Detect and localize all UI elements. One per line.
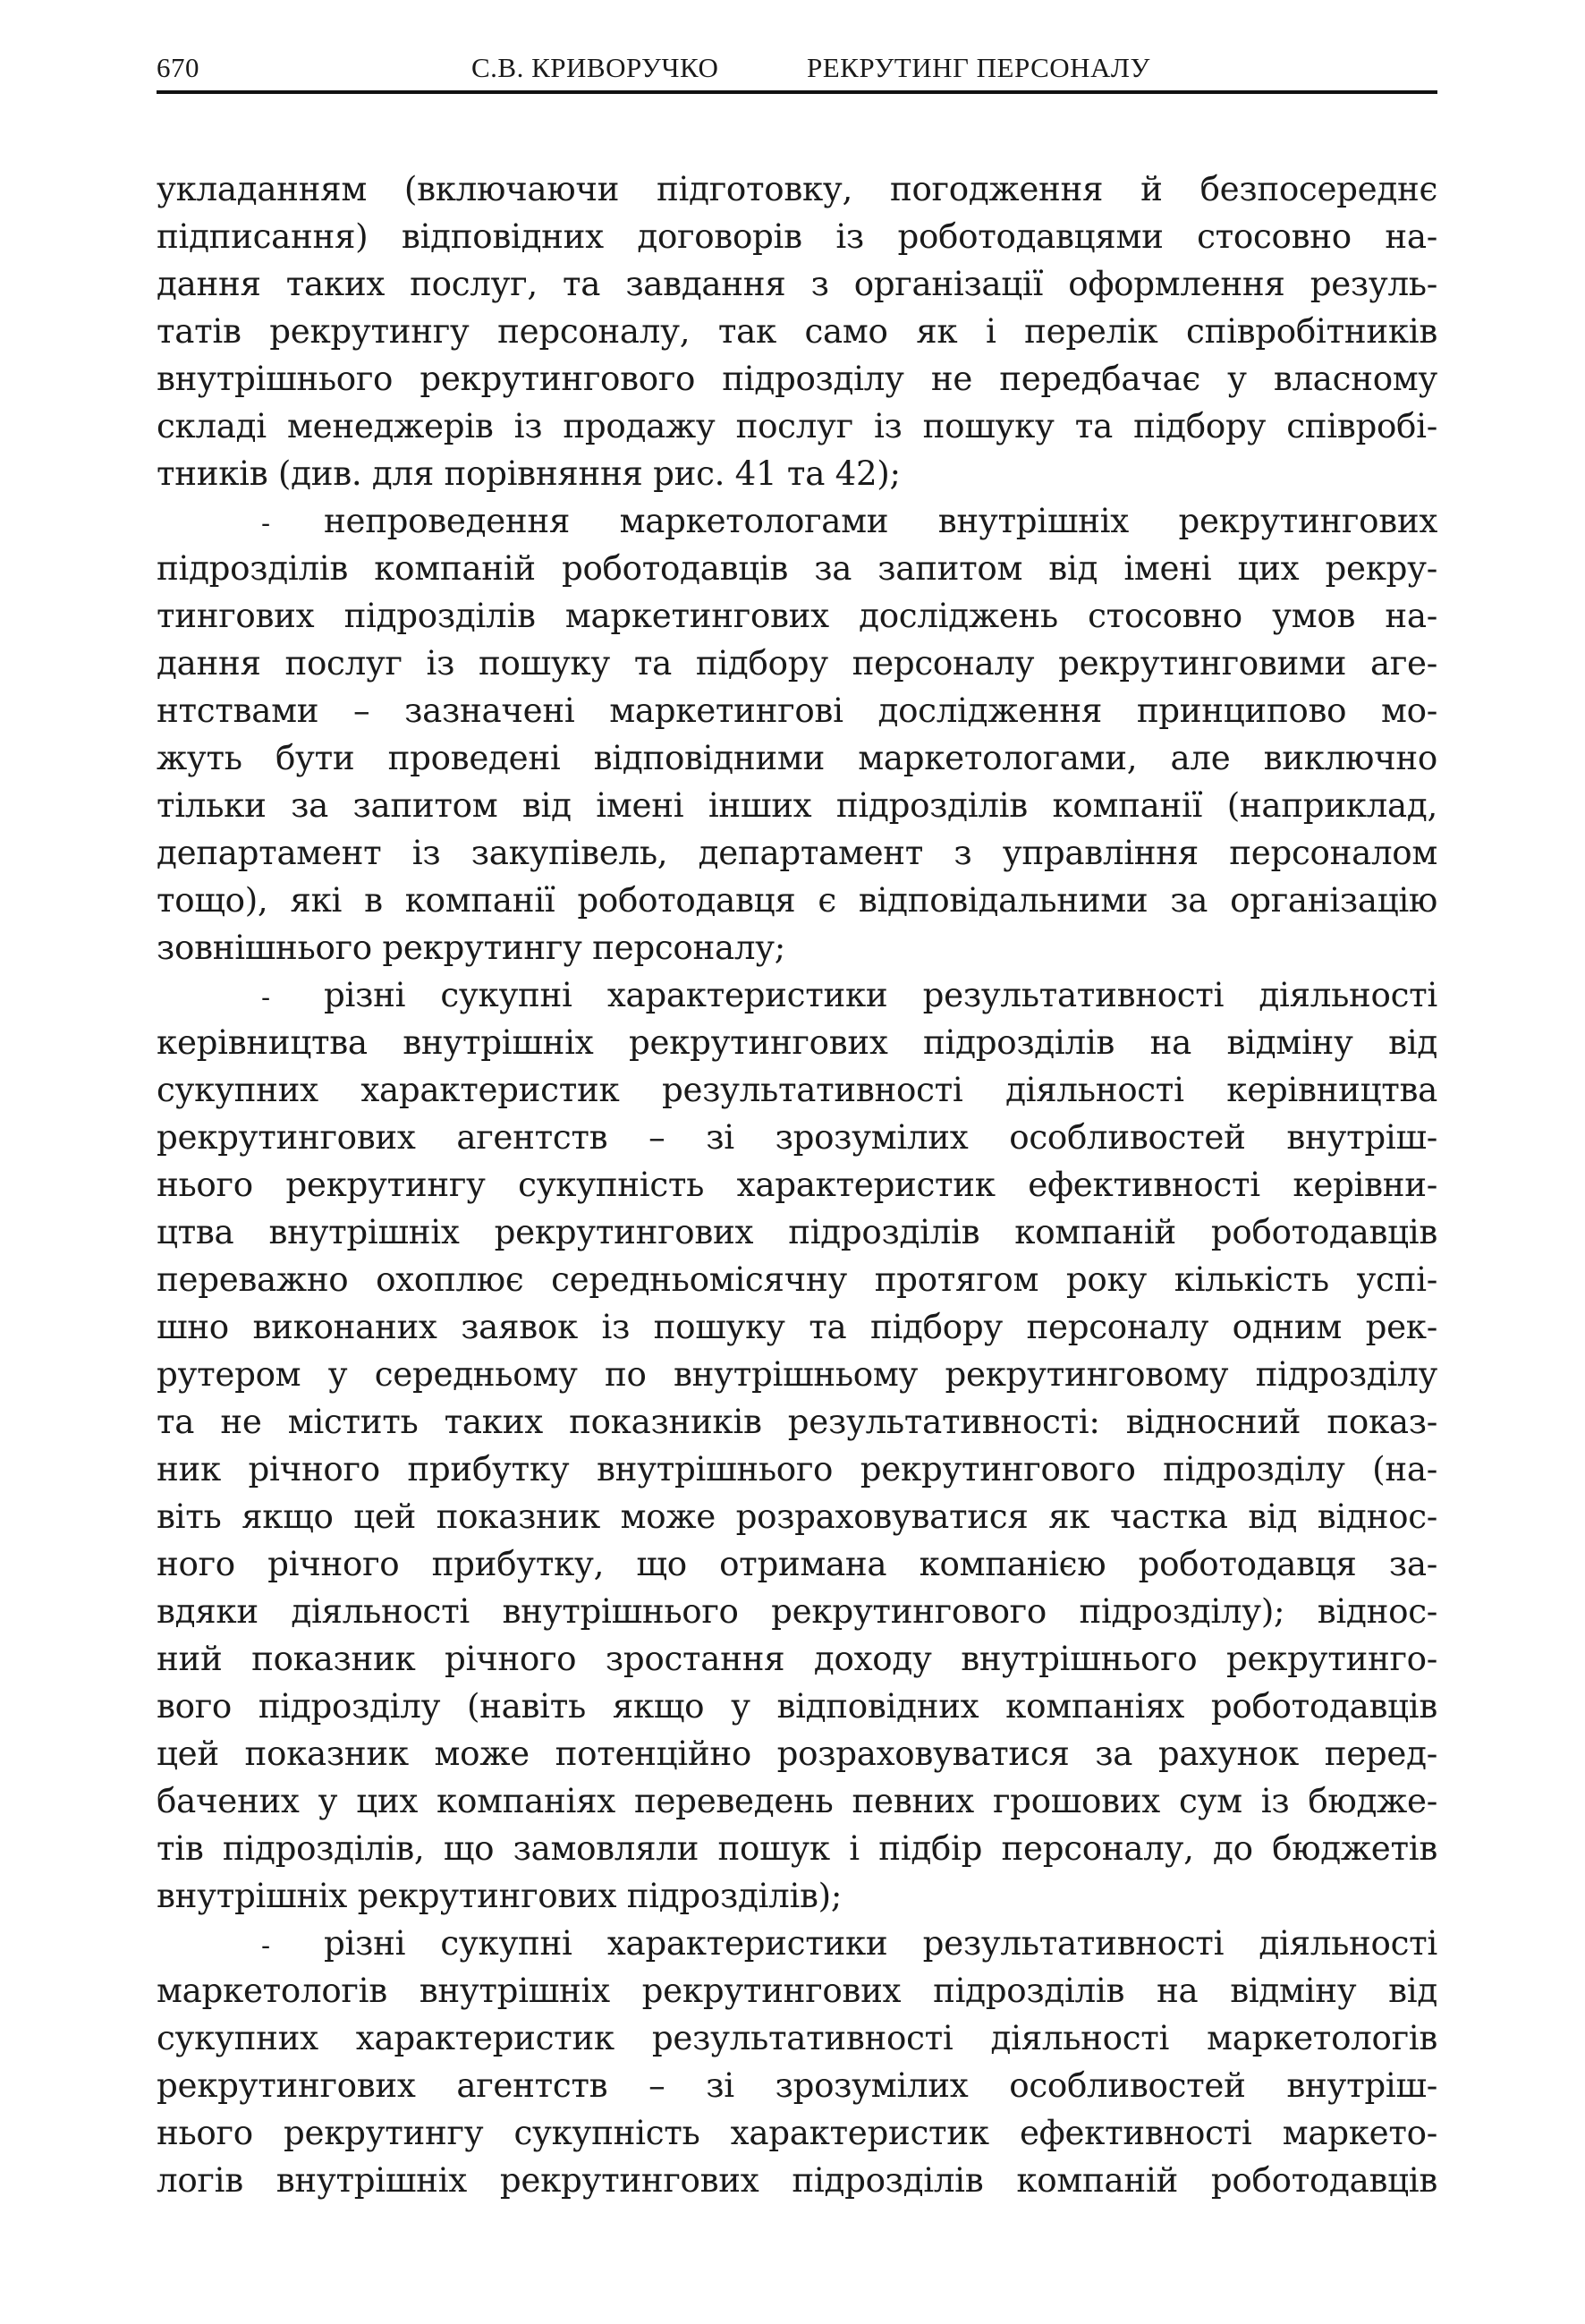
header-rule [157,90,1437,94]
text-line: татів рекрутингу персоналу, так само як і перелік співробітників [157,311,1437,351]
text-line: цей показник може потенційно розраховуватися за рахунок перед- [157,1734,1437,1773]
body-text [157,165,1437,2204]
text-line: переважно охоплює середньомісячну протягом року кількість успі- [157,1260,1437,1299]
text-line: та не містить таких показників результативності: відносний показ- [157,1402,1437,1441]
text-line: вого підрозділу (навіть якщо у відповідних компаніях роботодавців [157,1686,1437,1726]
bullet-dash: - [261,508,270,539]
text-line: шно виконаних заявок із пошуку та підбору персоналу одним рек- [157,1307,1437,1346]
text-line: бачених у цих компаніях переведень певних грошових сум із бюдже- [157,1781,1437,1820]
text-line: ного річного прибутку, що отримана компанією роботодавця за- [157,1544,1437,1583]
text-line: рутером у середньому по внутрішньому рекрутинговому підрозділу [157,1354,1437,1394]
header-book-title: РЕКРУТИНГ ПЕРСОНАЛУ [807,52,1150,83]
text-line: підрозділів компаній роботодавців за запитом від імені цих рекру- [157,548,1437,588]
text-line: керівництва внутрішніх рекрутингових підрозділів на відміну від [157,1022,1437,1062]
text-line: департамент із закупівель, департамент з управління персоналом [157,833,1437,872]
text-line: внутрішнього рекрутингового підрозділу не передбачає у власному [157,359,1437,398]
bullet-text: різні сукупні характеристики результативності діяльності [324,975,1437,1014]
text-line: логів внутрішніх рекрутингових підрозділів компаній роботодавців [157,2160,1437,2200]
text-line: нтствами – зазначені маркетингові дослідження принципово мо- [157,691,1437,730]
text-line: підписання) відповідних договорів із роботодавцями стосовно на- [157,216,1437,256]
text-line: ник річного прибутку внутрішнього рекрутингового підрозділу (на- [157,1449,1437,1489]
text-line: зовнішнього рекрутингу персоналу; [157,928,785,967]
page-number: 670 [157,52,199,83]
text-line: дання таких послуг, та завдання з організації оформлення резуль- [157,264,1437,303]
text-line: рекрутингових агентств – зі зрозумілих особливостей внутріш- [157,2065,1437,2105]
text-line: віть якщо цей показник може розраховуватися як частка від віднос- [157,1497,1437,1536]
bullet-line [157,497,1437,545]
bullet-line [157,1920,1437,1967]
text-line: внутрішніх рекрутингових підрозділів); [157,1876,843,1915]
text-line: тощо), які в компанії роботодавця є відповідальними за організацію [157,880,1437,920]
text-line: нього рекрутингу сукупність характеристик ефективності маркето- [157,2113,1437,2152]
text-line: складі менеджерів із продажу послуг із пошуку та підбору співробі- [157,406,1437,445]
text-line: цтва внутрішніх рекрутингових підрозділів компаній роботодавців [157,1212,1437,1251]
bullet-text: непроведення маркетологами внутрішніх рекрутингових [324,501,1437,540]
bullet-text: різні сукупні характеристики результативності діяльності [324,1923,1437,1963]
text-line: дання послуг із пошуку та підбору персоналу рекрутинговими аге- [157,643,1437,683]
text-line: тників (див. для порівняння рис. 41 та 42); [157,454,901,493]
text-line: сукупних характеристик результативності діяльності маркетологів [157,2018,1437,2057]
text-line: сукупних характеристик результативності діяльності керівництва [157,1070,1437,1109]
text-line: жуть бути проведені відповідними маркетологами, але виключно [157,738,1437,777]
text-line: тів підрозділів, що замовляли пошук і підбір персоналу, до бюджетів [157,1828,1437,1868]
bullet-line [157,971,1437,1019]
bullet-dash: - [261,1930,270,1962]
text-line: вдяки діяльності внутрішнього рекрутингового підрозділу); віднос- [157,1591,1437,1631]
bullet-dash: - [261,982,270,1014]
text-line: тільки за запитом від імені інших підрозділів компанії (наприклад, [157,785,1437,825]
text-line: ний показник річного зростання доходу внутрішнього рекрутинго- [157,1639,1437,1678]
running-header [157,47,1437,91]
text-line: маркетологів внутрішніх рекрутингових підрозділів на відміну від [157,1971,1437,2010]
text-line: нього рекрутингу сукупність характеристик ефективності керівни- [157,1165,1437,1204]
header-author: С.В. КРИВОРУЧКО [471,52,719,83]
text-line: рекрутингових агентств – зі зрозумілих особливостей внутріш- [157,1117,1437,1157]
text-line: укладанням (включаючи підготовку, погодження й безпосереднє [157,169,1437,208]
text-line: тингових підрозділів маркетингових досліджень стосовно умов на- [157,596,1437,635]
